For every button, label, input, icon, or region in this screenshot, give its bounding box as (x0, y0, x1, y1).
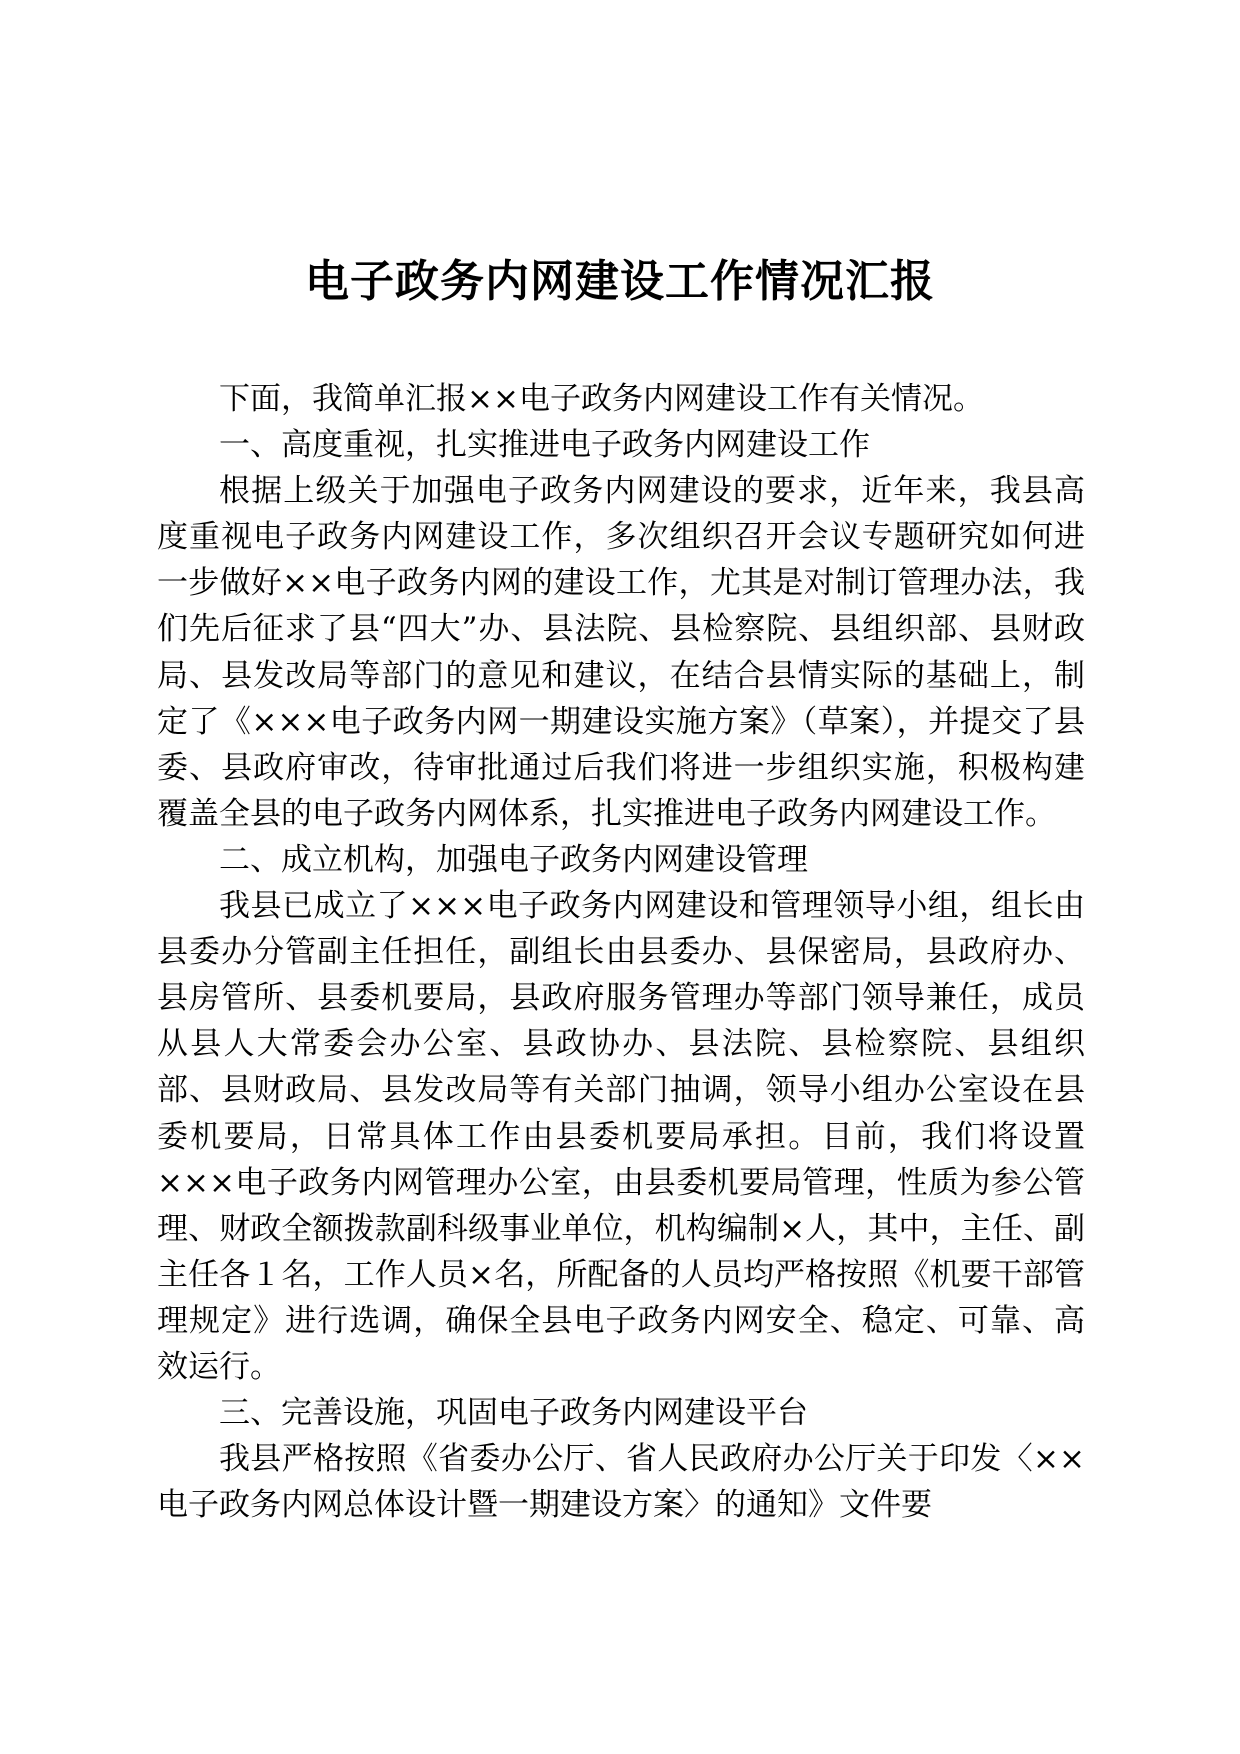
section-heading-2: 二、成立机构，加强电子政务内网建设管理 (219, 841, 808, 878)
document-body (157, 376, 1085, 1528)
section-paragraph-2: 我县已成立了×××电子政务内网建设和管理领导小组，组长由县委办分管副主任担任，副组长由县委办、县保密局，县政府办、县房管所、县委机要局，县政府服务管理办等部门领导兼任，成员从县人大常委会办公室、县政协办、县法院、县检察院、县组织部、县财政局、县发改局等有关部门抽调，领导小组办公室设在县委机要局，日常具体工作由县委机要局承担。目前，我们将设置×××电子政务内网管理办公室，由县委机要局管理，性质为参公管理、财政全额拨款副科级事业单位，机构编制×人，其中，主任、副主任各１名，工作人员×名，所配备的人员均严格按照《机要干部管理规定》进行选调，确保全县电子政务内网安全、稳定、可靠、高效运行。 (157, 888, 1085, 1385)
section-paragraph-1: 根据上级关于加强电子政务内网建设的要求，近年来，我县高度重视电子政务内网建设工作，多次组织召开会议专题研究如何进一步做好××电子政务内网的建设工作，尤其是对制订管理办法，我们先后征求了县“四大”办、县法院、县检察院、县组织部、县财政局、县发改局等部门的意见和建议，在结合县情实际的基础上，制定了《×××电子政务内网一期建设实施方案》（草案），并提交了县委、县政府审改，待审批通过后我们将进一步组织实施，积极构建覆盖全县的电子政务内网体系，扎实推进电子政务内网建设工作。 (157, 473, 1085, 832)
section-heading-3: 三、完善设施，巩固电子政务内网建设平台 (219, 1395, 808, 1432)
intro-paragraph: 下面，我简单汇报××电子政务内网建设工作有关情况。 (219, 381, 984, 417)
section-paragraph-3: 我县严格按照《省委办公厅、省人民政府办公厅关于印发〈××电子政务内网总体设计暨一期建设方案〉的通知》文件要 (157, 1441, 1085, 1524)
document-title: 电子政务内网建设工作情况汇报 (305, 256, 935, 307)
section-heading-1: 一、高度重视，扎实推进电子政务内网建设工作 (219, 427, 870, 464)
